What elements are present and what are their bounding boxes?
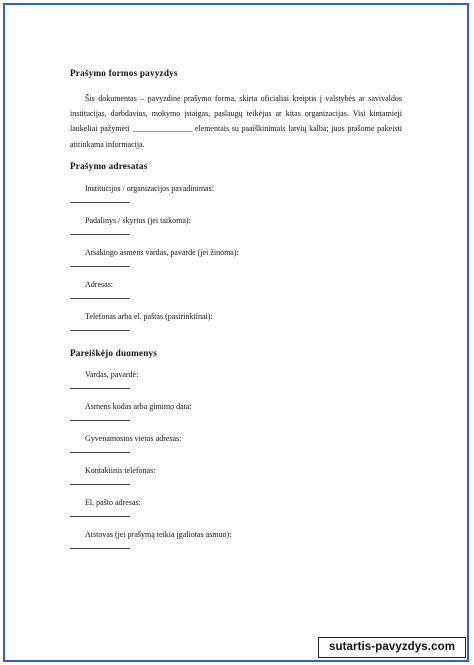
field-label: Vardas, pavardė: — [85, 369, 139, 379]
field-recipient-contact — [70, 312, 402, 331]
site-watermark: sutartis-pavyzdys.com — [318, 637, 466, 658]
field-applicant-name — [70, 370, 402, 389]
field-label: Gyvenamosios vietos adresas: — [85, 433, 182, 443]
field-label: Atstovas (jei prašymą teikia įgaliotas asmuo): — [85, 529, 232, 539]
fill-in-line[interactable] — [70, 388, 130, 389]
field-label: El. pašto adresas: — [85, 497, 141, 507]
intro-paragraph: Šis dokumentas – pavyzdinė prašymo forma, skirta oficialiai kreiptis į valstybės ar savivaldos institucijas, darbdavius, mokymo įstaigas, paslaugų teikėjus ar kitas organizacijas. Visi kintamieji laukeliai pažymėti _______________ elementais su paaiškinimais latvių kalba; juos prašome pakeisti atitinkama informacija. — [70, 94, 402, 149]
document-title: Prašymo formos pavyzdys — [70, 68, 178, 78]
fill-in-line[interactable] — [70, 452, 130, 453]
field-label: Institucijos / organizacijos pavadinimas: — [85, 183, 214, 193]
field-recipient-department — [70, 216, 402, 235]
section-heading-applicant: Pareiškėjo duomenys — [70, 347, 158, 358]
field-applicant-phone — [70, 466, 402, 485]
fill-in-line[interactable] — [70, 202, 130, 203]
fill-in-line[interactable] — [70, 484, 130, 485]
field-applicant-id — [70, 402, 402, 421]
field-applicant-email — [70, 498, 402, 517]
fill-in-line[interactable] — [70, 516, 130, 517]
fill-in-line[interactable] — [70, 420, 130, 421]
field-recipient-organization — [70, 184, 402, 203]
fill-in-line[interactable] — [70, 548, 130, 549]
document-body — [70, 68, 402, 549]
field-label: Asmens kodas arba gimimo data: — [85, 401, 192, 411]
field-applicant-representative — [70, 530, 402, 549]
applicant-fields — [70, 370, 402, 549]
fill-in-line[interactable] — [70, 266, 130, 267]
field-label: Telefonas arba el. paštas (pasirinktinai): — [85, 311, 213, 321]
field-label: Atsakingo asmens vardas, pavardė (jei žinoma): — [85, 247, 239, 257]
field-label: Kontaktinis telefonas: — [85, 465, 156, 475]
field-recipient-person — [70, 248, 402, 267]
field-recipient-address — [70, 280, 402, 299]
field-applicant-address — [70, 434, 402, 453]
fill-in-line[interactable] — [70, 330, 130, 331]
fill-in-line[interactable] — [70, 298, 130, 299]
fill-in-line[interactable] — [70, 234, 130, 235]
section-heading-recipient: Prašymo adresatas — [70, 160, 148, 171]
field-label: Padalinys / skyrius (jei taikoma): — [85, 215, 191, 225]
field-label: Adresas: — [85, 279, 113, 289]
recipient-fields — [70, 184, 402, 331]
